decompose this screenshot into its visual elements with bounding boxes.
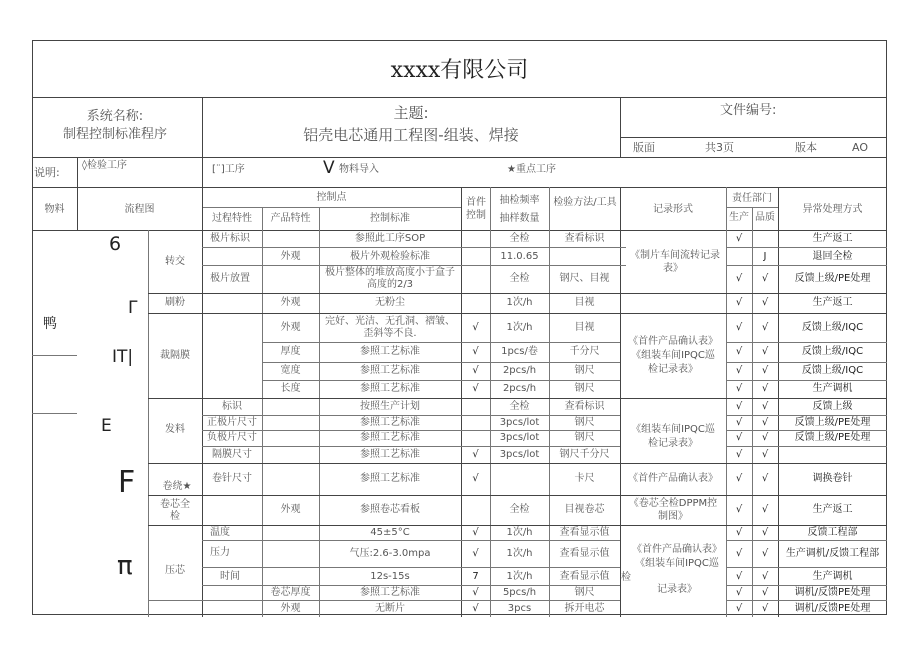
abnormal-handling: 反馈工程部 [807, 527, 858, 538]
control-std: 无断片 [375, 603, 405, 614]
quality-check: √ [761, 587, 769, 598]
divider [262, 342, 620, 343]
first-check: √ [472, 322, 479, 333]
abnormal-handling: 生产调机/反馈工程部 [785, 548, 880, 559]
control-std: 参照工艺标准 [360, 383, 420, 394]
col-abnormal: 异常处理方式 [802, 204, 863, 215]
col-control-point: 控制点 [316, 192, 347, 203]
method: 钢尺 [574, 417, 595, 428]
abnormal-handling: 反馈上级 [812, 401, 853, 412]
divider [726, 265, 887, 266]
method: 拆开电芯 [564, 603, 605, 614]
divider [726, 540, 887, 541]
prod-check: √ [735, 603, 743, 614]
abnormal-handling: 退回全检 [812, 251, 853, 262]
record-6-l1: 《首件产品确认表》 [632, 544, 722, 555]
control-std: 12s-15s [370, 571, 410, 582]
prod-check: √ [735, 401, 743, 412]
control-std: 参照工艺标准 [360, 417, 420, 428]
divider [726, 415, 887, 416]
process-char: 时间 [220, 571, 240, 582]
abnormal-handling: 反馈上级/PE处理 [794, 417, 871, 428]
product-char: 卷芯厚度 [270, 587, 311, 598]
product-char: 外观 [280, 504, 301, 515]
product-char: 长度 [280, 383, 301, 394]
product-char: 外观 [280, 251, 301, 262]
sampling: 1次/h [506, 571, 533, 582]
record-3-l1: 《组装车间IPQC巡 [631, 424, 715, 435]
record-2-l2: 《组装车间IPQC巡 [631, 350, 715, 361]
first-check: √ [472, 603, 479, 614]
divider [262, 380, 620, 381]
edition-label: 版面 [633, 141, 655, 154]
first-check: √ [472, 449, 479, 460]
process-char: 压力 [210, 547, 230, 558]
prod-check: √ [735, 473, 743, 484]
divider [148, 463, 887, 464]
sampling: 1次/h [506, 297, 533, 308]
divider [77, 157, 78, 187]
divider [202, 567, 620, 568]
quality-check: √ [761, 473, 769, 484]
company-title: xxxx有限公司 [390, 58, 529, 83]
prod-check: √ [735, 587, 743, 598]
step-caigemo: 裁隔膜 [160, 350, 190, 361]
prod-check: √ [735, 322, 743, 333]
process-char: 极片标识 [210, 233, 250, 244]
material-mark: V [323, 158, 335, 178]
record-1-l2: 表》 [663, 263, 683, 274]
process-char: 标识 [222, 401, 242, 412]
method: 目视卷芯 [564, 504, 605, 515]
product-char: 外观 [280, 322, 301, 333]
divider [726, 446, 887, 447]
sampling: 全检 [509, 401, 530, 412]
col-control-std: 控制标准 [370, 213, 410, 224]
control-std: 参照工艺标准 [360, 473, 420, 484]
divider [148, 398, 887, 399]
record-6-l3: 记录表》 [657, 584, 697, 595]
divider [202, 247, 626, 248]
sampling: 3pcs/lot [499, 417, 540, 428]
sampling: 2pcs/h [502, 383, 537, 394]
divider [726, 430, 887, 431]
divider [32, 413, 77, 414]
prod-check: √ [735, 449, 743, 460]
record-6-l2: 《组装车间IPQC巡 [635, 558, 719, 569]
legend-key: ★重点工序 [507, 164, 556, 175]
step-juanrao: 卷绕★ [162, 481, 192, 492]
subject-value: 铝壳电芯通用工程图-组装、焊接 [303, 126, 519, 144]
abnormal-handling: 反馈上级/PE处理 [794, 273, 871, 284]
method: 查看标识 [564, 233, 605, 244]
divider [32, 97, 887, 98]
method: 钢尺 [574, 587, 595, 598]
sampling: 全检 [509, 273, 530, 284]
method: 目视 [574, 322, 595, 333]
record-4: 《首件产品确认表》 [628, 473, 718, 484]
sampling: 3pcs/lot [499, 432, 540, 443]
abnormal-handling: 生产返工 [812, 233, 853, 244]
step-faliao: 发料 [165, 424, 185, 435]
method: 查看显示值 [559, 527, 610, 538]
process-char: 极片放置 [210, 273, 250, 284]
divider [148, 293, 887, 294]
prod-check: √ [735, 297, 743, 308]
first-check: 7 [472, 571, 479, 582]
sampling: 1pcs/卷 [501, 346, 538, 357]
flow-mark-it: IT| [112, 347, 134, 367]
prod-check: √ [735, 417, 743, 428]
control-std-l1: 极片整体的堆放高度小于盒子 [325, 267, 455, 278]
record-1-l1: 《制片车间流转记录 [630, 250, 720, 261]
record-2-l3: 检记录表》 [648, 364, 698, 375]
abnormal-handling: 生产返工 [812, 504, 853, 515]
step-shuafen: 刷粉 [165, 297, 185, 308]
method: 钢尺千分尺 [559, 449, 610, 460]
prod-check: √ [735, 383, 743, 394]
record-5-l2: 制图》 [658, 511, 688, 522]
abnormal-handling: 调换卷针 [812, 473, 853, 484]
divider [32, 187, 887, 188]
method: 目视 [574, 297, 595, 308]
control-std: 参照工艺标准 [360, 587, 420, 598]
sampling: 5pcs/h [502, 587, 537, 598]
divider [202, 430, 620, 431]
control-std: 极片外观检验标准 [350, 251, 430, 262]
sampling: 全检 [509, 504, 530, 515]
legend-label: 说明: [34, 166, 60, 179]
divider [148, 600, 620, 601]
subject-label: 主题: [393, 104, 429, 122]
quality-check: √ [761, 449, 769, 460]
divider [148, 495, 887, 496]
divider [726, 585, 887, 586]
col-responsible: 责任部门 [732, 193, 772, 204]
quality-check: √ [761, 322, 769, 333]
product-char: 外观 [280, 297, 301, 308]
quality-check: √ [761, 504, 769, 515]
method: 钢尺 [574, 432, 595, 443]
abnormal-handling: 反馈上级/PE处理 [794, 432, 871, 443]
divider [620, 97, 621, 157]
divider [726, 380, 887, 381]
version-label: 版本 [795, 141, 817, 154]
prod-check: √ [735, 365, 743, 376]
method: 查看显示值 [559, 571, 610, 582]
col-sample-qty: 抽样数量 [499, 213, 540, 224]
prod-check: √ [735, 548, 743, 559]
divider [32, 355, 77, 356]
sampling: 全检 [509, 233, 530, 244]
method: 钢尺 [574, 383, 595, 394]
col-quality: 品质 [755, 212, 775, 223]
col-first-check: 首件控制 [466, 197, 486, 221]
process-char: 隔膜尺寸 [212, 449, 252, 460]
divider [620, 137, 887, 138]
quality-check: √ [761, 383, 769, 394]
legend-material: 物料导入 [339, 164, 379, 175]
legend-process: [¨]工序 [212, 164, 245, 175]
control-std: 参照工艺标准 [360, 346, 420, 357]
record-3-l2: 检记录表》 [648, 438, 698, 449]
divider [726, 600, 887, 601]
step-yaxin: 压芯 [165, 565, 185, 576]
quality-check: J [763, 251, 767, 262]
control-std: 参照工艺标准 [360, 432, 420, 443]
divider [726, 247, 887, 248]
control-std-l2: 高度的2/3 [366, 279, 414, 290]
prod-check: √ [735, 527, 743, 538]
prod-check: √ [735, 346, 743, 357]
flow-mark-e: E [101, 416, 112, 436]
sampling: 1次/h [506, 322, 533, 333]
col-prod: 生产 [729, 212, 749, 223]
sampling: 3pcs [507, 603, 532, 614]
divider [202, 415, 620, 416]
method: 千分尺 [569, 346, 600, 357]
system-name-value: 制程控制标准程序 [62, 127, 167, 142]
col-material: 物料 [44, 204, 65, 215]
divider [202, 207, 461, 208]
col-method: 检验方法/工具 [553, 197, 617, 208]
divider [202, 157, 203, 187]
control-std-l1: 完好、光洁、无孔洞、褶皱、 [325, 316, 455, 327]
process-char: 负极片尺寸 [207, 432, 257, 443]
control-std: 气压:2.6-3.0mpa [349, 548, 431, 559]
sampling: 1次/h [506, 548, 533, 559]
quality-check: √ [761, 346, 769, 357]
divider [202, 446, 620, 447]
record-6-prefix: 检 [621, 572, 631, 583]
abnormal-handling: 反馈上级/IQC [801, 346, 864, 357]
quality-check: √ [761, 417, 769, 428]
abnormal-handling: 调机/反馈PE处理 [794, 587, 871, 598]
prod-check: √ [735, 432, 743, 443]
abnormal-handling: 生产返工 [812, 297, 853, 308]
control-std: 参照卷芯看板 [360, 504, 420, 515]
prod-check: √ [735, 233, 743, 244]
product-char: 外观 [280, 603, 301, 614]
first-check: √ [472, 346, 479, 357]
flow-mark-duck: 鸭 [43, 316, 57, 332]
process-char: 卷针尺寸 [212, 473, 252, 484]
sampling: 3pcs/lot [499, 449, 540, 460]
quality-check: √ [761, 365, 769, 376]
product-char: 宽度 [280, 365, 301, 376]
control-std: 参照工艺标准 [360, 365, 420, 376]
quality-check: √ [761, 571, 769, 582]
divider [202, 540, 620, 541]
abnormal-handling: 反馈上级/IQC [801, 365, 864, 376]
divider [726, 567, 887, 568]
first-check: √ [472, 365, 479, 376]
version-value: AO [852, 141, 868, 154]
first-check: √ [472, 383, 479, 394]
first-check: √ [472, 587, 479, 598]
quality-check: √ [761, 603, 769, 614]
control-std: 45±5°C [370, 527, 410, 538]
quality-check: √ [761, 273, 769, 284]
divider [148, 525, 887, 526]
abnormal-handling: 生产调机 [812, 571, 853, 582]
record-2-l1: 《首件产品确认表》 [628, 336, 718, 347]
divider [202, 265, 626, 266]
prod-check: √ [735, 571, 743, 582]
step-juanxin-l2: 检 [170, 511, 180, 522]
first-check: √ [472, 548, 479, 559]
abnormal-handling: 反馈上级/IQC [801, 322, 864, 333]
prod-check: √ [735, 273, 743, 284]
sampling: 11.0.65 [500, 251, 539, 262]
col-record: 记录形式 [653, 204, 693, 215]
quality-check: √ [761, 432, 769, 443]
abnormal-handling: 调机/反馈PE处理 [794, 603, 871, 614]
product-char: 厚度 [280, 346, 301, 357]
divider [726, 362, 887, 363]
col-process-char: 过程特性 [212, 213, 252, 224]
quality-check: √ [761, 297, 769, 308]
doc-number-label: 文件编号: [720, 103, 777, 118]
flow-mark-f: F [118, 465, 136, 500]
divider [32, 230, 887, 231]
col-product-char: 产品特性 [270, 213, 311, 224]
flow-mark-6: 6 [109, 233, 122, 255]
method: 钢尺、目视 [559, 273, 610, 284]
first-check: √ [472, 473, 479, 484]
sampling: 1次/h [506, 527, 533, 538]
flow-mark-bracket: Г [128, 298, 139, 318]
flow-mark-pi: π [117, 551, 133, 581]
prod-check: √ [735, 504, 743, 515]
process-char: 正极片尺寸 [207, 417, 257, 428]
process-char: 温度 [210, 527, 230, 538]
control-std: 参照工艺标准 [360, 449, 420, 460]
quality-check: √ [761, 548, 769, 559]
method: 钢尺 [574, 365, 595, 376]
quality-check: √ [761, 527, 769, 538]
control-std: 按照生产计划 [360, 401, 420, 412]
col-sampling: 抽检频率 [499, 195, 540, 206]
divider [148, 313, 887, 314]
step-juanxin-l1: 卷芯全 [160, 499, 190, 510]
abnormal-handling: 生产调机 [812, 383, 853, 394]
quality-check: √ [761, 401, 769, 412]
method: 卡尺 [574, 473, 595, 484]
step-zhuanjiao: 转交 [165, 256, 185, 267]
divider [262, 207, 263, 617]
page-count: 共3页 [705, 141, 734, 154]
method: 查看显示值 [559, 548, 610, 559]
divider [32, 157, 887, 158]
system-name-label: 系统名称: [86, 109, 144, 124]
control-std: 参照此工序SOP [354, 233, 426, 244]
method: 查看标识 [564, 401, 605, 412]
divider [726, 342, 887, 343]
divider [202, 585, 620, 586]
sampling: 2pcs/h [502, 365, 537, 376]
first-check: √ [472, 527, 479, 538]
divider [262, 362, 620, 363]
control-std-l2: 歪斜等不良. [363, 328, 417, 339]
legend-inspect: ◊检验工序 [82, 160, 127, 171]
record-5-l1: 《卷芯全检DPPM控 [628, 498, 718, 509]
col-flow: 流程图 [124, 204, 155, 215]
control-std: 无粉尘 [375, 297, 405, 308]
